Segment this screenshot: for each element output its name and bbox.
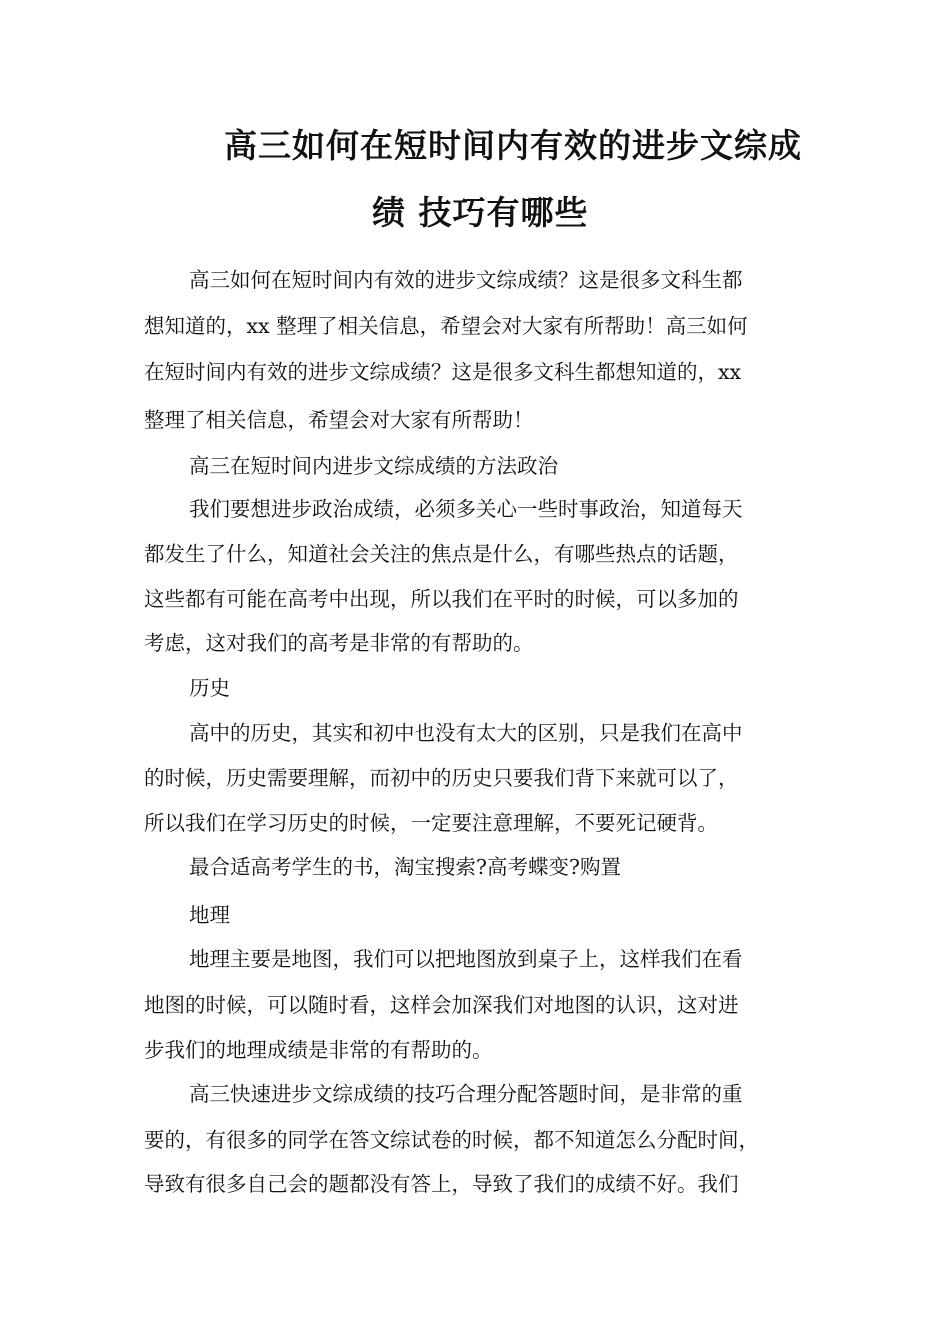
document-title-line-2: 绩 技巧有哪些	[372, 193, 589, 232]
body-line: 导致有很多自己会的题都没有答上，导致了我们的成绩不好。我们	[144, 1172, 739, 1196]
body-line: 想知道的，xx 整理了相关信息，希望会对大家有所帮助！高三如何	[144, 314, 748, 338]
body-line: 步我们的地理成绩是非常的有帮助的。	[144, 1038, 493, 1062]
body-line: 这些都有可能在高考中出现，所以我们在平时的时候，可以多加的	[144, 587, 739, 611]
body-line: 高三快速进步文综成绩的技巧合理分配答题时间，是非常的重	[189, 1082, 743, 1106]
body-line: 最合适高考学生的书，淘宝搜索?高考蝶变?购置	[189, 855, 621, 879]
body-line: 地理主要是地图，我们可以把地图放到桌子上，这样我们在看	[189, 947, 743, 971]
body-line: 地图的时候，可以随时看，这样会加深我们对地图的认识，这对进	[144, 993, 739, 1017]
body-line: 所以我们在学习历史的时候，一定要注意理解，不要死记硬背。	[144, 811, 718, 835]
document-title-line-1: 高三如何在短时间内有效的进步文综成	[224, 126, 802, 165]
body-line: 整理了相关信息，希望会对大家有所帮助！	[144, 408, 534, 432]
body-line: 都发生了什么，知道社会关注的焦点是什么，有哪些热点的话题，	[144, 542, 739, 566]
body-line: 要的，有很多的同学在答文综试卷的时候，都不知道怎么分配时间，	[144, 1128, 759, 1152]
body-line: 我们要想进步政治成绩，必须多关心一些时事政治，知道每天	[189, 497, 743, 521]
body-line: 的时候，历史需要理解，而初中的历史只要我们背下来就可以了，	[144, 766, 739, 790]
body-line: 高三如何在短时间内有效的进步文综成绩？这是很多文科生都	[189, 268, 743, 292]
section-heading-history: 历史	[189, 676, 230, 700]
body-line: 在短时间内有效的进步文综成绩？这是很多文科生都想知道的，xx	[144, 360, 742, 384]
body-line: 高中的历史，其实和初中也没有太大的区别，只是我们在高中	[189, 721, 743, 745]
section-heading-politics: 高三在短时间内进步文综成绩的方法政治	[189, 454, 558, 478]
body-line: 考虑，这对我们的高考是非常的有帮助的。	[144, 631, 534, 655]
section-heading-geography: 地理	[189, 903, 230, 927]
